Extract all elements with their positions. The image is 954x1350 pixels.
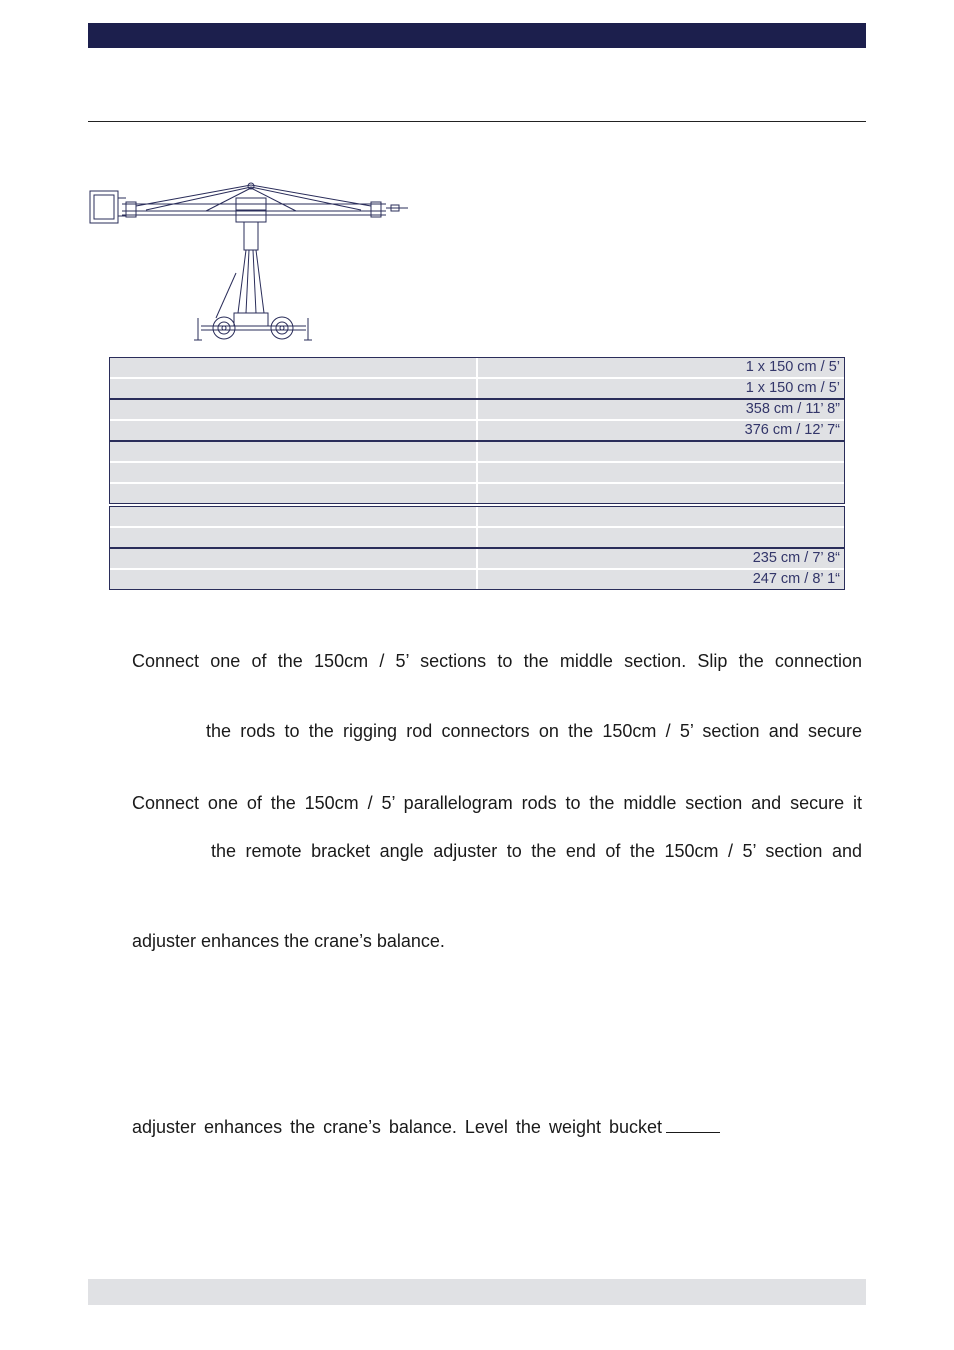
footer-bar bbox=[88, 1279, 866, 1305]
spec-row bbox=[110, 421, 844, 440]
spec-label bbox=[110, 463, 478, 482]
spec-label bbox=[110, 400, 478, 419]
spec-row bbox=[110, 507, 844, 526]
spec-label bbox=[110, 570, 478, 589]
spec-label bbox=[110, 484, 478, 503]
camera-crane-drawing-icon bbox=[86, 178, 416, 348]
fill-in-blank bbox=[666, 1118, 720, 1133]
header-rule bbox=[88, 121, 866, 122]
spec-label bbox=[110, 379, 478, 398]
spec-label bbox=[110, 358, 478, 377]
spec-label bbox=[110, 442, 478, 461]
spec-value: 358 cm / 11’ 8” bbox=[745, 401, 840, 417]
instruction-text bbox=[132, 1116, 862, 1138]
spec-group-1 bbox=[109, 357, 845, 399]
spec-row bbox=[110, 358, 844, 377]
spec-value bbox=[478, 507, 844, 526]
spec-row bbox=[110, 379, 844, 398]
spec-label bbox=[110, 549, 478, 568]
spec-row bbox=[110, 400, 844, 419]
instruction-text-span: adjuster enhances the crane’s balance. Level the weight bucket bbox=[132, 1117, 663, 1137]
instruction-text: the rods to the rigging rod connectors on the 150cm / 5’ section and secure bbox=[206, 721, 862, 741]
spec-group-2 bbox=[109, 399, 845, 441]
spec-value: 376 cm / 12’ 7“ bbox=[744, 422, 840, 438]
spec-row bbox=[110, 570, 844, 589]
spec-row bbox=[110, 549, 844, 568]
instruction-text: Connect one of the 150cm / 5’ sections to the middle section. Slip the connection bbox=[132, 651, 862, 671]
spec-row bbox=[110, 463, 844, 482]
spec-row bbox=[110, 442, 844, 461]
spec-label bbox=[110, 528, 478, 547]
instruction-text: the remote bracket angle adjuster to the end of the 150cm / 5’ section and bbox=[211, 841, 862, 861]
spec-value bbox=[478, 484, 844, 503]
spec-label bbox=[110, 507, 478, 526]
spec-group-3 bbox=[109, 441, 845, 504]
spec-value: 235 cm / 7’ 8“ bbox=[752, 550, 840, 566]
instruction-text: Connect one of the 150cm / 5’ parallelogram rods to the middle section and secure it bbox=[132, 793, 862, 813]
spec-value: 1 x 150 cm / 5’ bbox=[745, 359, 840, 375]
instruction-text: adjuster enhances the crane’s balance. bbox=[132, 931, 445, 951]
spec-value bbox=[478, 463, 844, 482]
spec-group-5 bbox=[109, 548, 845, 590]
header-bar bbox=[88, 23, 866, 48]
spec-value bbox=[478, 528, 844, 547]
spec-label bbox=[110, 421, 478, 440]
spec-row bbox=[110, 528, 844, 547]
spec-value bbox=[478, 442, 844, 461]
spec-value: 247 cm / 8’ 1“ bbox=[752, 571, 840, 587]
spec-row bbox=[110, 484, 844, 503]
spec-group-4 bbox=[109, 506, 845, 548]
spec-value: 1 x 150 cm / 5’ bbox=[745, 380, 840, 396]
